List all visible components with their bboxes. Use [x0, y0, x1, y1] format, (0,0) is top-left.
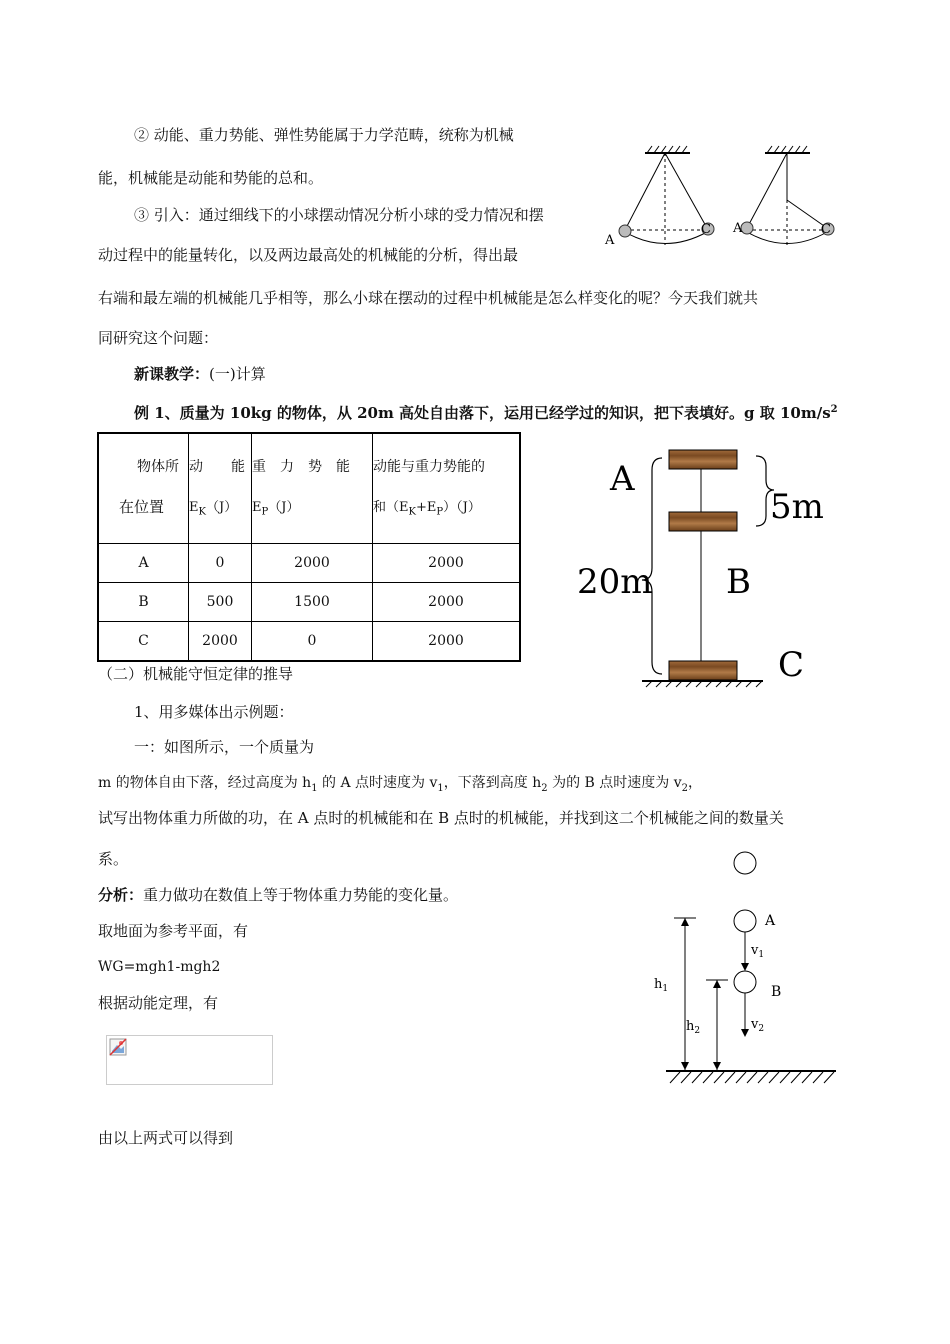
plank-c — [669, 661, 737, 680]
header-position — [98, 433, 189, 544]
header-potential-bot — [252, 496, 372, 518]
cell-pos: A — [98, 544, 189, 583]
conclusion: 由以上两式可以得到 — [98, 1129, 234, 1147]
left-arc — [625, 232, 707, 244]
q2-part: ， — [688, 775, 702, 791]
v2-sub: 2 — [758, 1024, 765, 1034]
header-potential-top: 重 力 势 能 — [252, 459, 350, 475]
q2-sub: 1 — [437, 782, 444, 794]
left-string-c — [665, 153, 707, 228]
new-lesson-label: 新课教学： — [134, 365, 210, 383]
ball-top — [734, 852, 756, 874]
q2-sub: 2 — [541, 782, 548, 794]
v1-letter: v — [751, 943, 759, 958]
right-ball-a — [741, 222, 753, 234]
cell-ek: 0 — [189, 544, 252, 583]
header-sum-sub2: P — [436, 506, 444, 518]
paragraph-mechanical-energy-2: 能，机械能是动能和势能的总和。 — [98, 169, 324, 187]
left-ceiling-hatch — [647, 146, 687, 153]
header-sum-mid: +E — [415, 500, 437, 515]
drop-label-b: B — [726, 562, 751, 602]
plank-a — [669, 450, 737, 469]
new-lesson-rest: (一)计算 — [209, 365, 266, 383]
paragraph-intro-1: ③ 引入：通过细线下的小球摆动情况分析小球的受力情况和摆 — [134, 206, 544, 224]
fall-label-h1 — [654, 977, 668, 994]
header-kinetic-unit: （J） — [205, 500, 238, 515]
header-potential-e: E — [252, 500, 262, 515]
q2-part: 为的 B 点时速度为 v — [547, 775, 682, 791]
drop-label-5m: 5m — [770, 487, 824, 527]
broken-image-icon — [109, 1038, 129, 1058]
reference-plane: 取地面为参考平面，有 — [98, 922, 249, 940]
pendulum-figure — [595, 140, 855, 260]
paragraph-intro-4: 同研究这个问题： — [98, 329, 219, 347]
header-position-top: 物体所 — [137, 459, 179, 475]
arrow-v2-head — [741, 1029, 749, 1037]
analysis-text: 重力做功在数值上等于物体重力势能的变化量。 — [143, 886, 459, 904]
header-sum — [373, 433, 521, 544]
right-ceiling-hatch — [767, 146, 807, 153]
drop-figure — [570, 440, 840, 695]
table-row — [98, 583, 520, 622]
ball-a — [734, 910, 756, 932]
item-1: 1、用多媒体出示例题： — [134, 703, 294, 721]
paragraph-intro-3: 右端和最左端的机械能几乎相等，那么小球在摆动的过程中机械能是怎么样变化的呢？今天我们就共 — [98, 289, 759, 307]
q2-sub: 2 — [681, 782, 688, 794]
h1-sub: 1 — [662, 984, 669, 994]
fall-label-b: B — [771, 984, 782, 1000]
cell-sum: 2000 — [373, 544, 521, 583]
cell-sum: 2000 — [373, 622, 521, 662]
kinetic-energy-theorem: 根据动能定理，有 — [98, 994, 219, 1012]
analysis — [98, 885, 458, 905]
left-ball-a — [619, 225, 631, 237]
plank-b — [669, 512, 737, 531]
question-3: 试写出物体重力所做的功，在 A 点时的机械能和在 B 点时的机械能，并找到这二个机械能之间的数量关 — [98, 809, 784, 827]
question-1: 一：如图所示，一个质量为 — [134, 738, 315, 756]
fall-ground-hatch — [670, 1072, 834, 1083]
paragraph-mechanical-energy-1: ② 动能、重力势能、弹性势能属于力学范畴，统称为机械 — [134, 126, 514, 144]
example-1-sup: 2 — [830, 404, 838, 415]
left-string-a — [625, 153, 665, 230]
header-sum-unit: ）（J） — [443, 500, 481, 515]
right-label-a: A — [733, 221, 743, 236]
h2-arrow-down — [713, 1062, 721, 1070]
h1-arrow-down — [681, 1062, 689, 1070]
cell-ep: 2000 — [252, 544, 373, 583]
example-1 — [134, 400, 838, 423]
fall-label-a: A — [765, 913, 776, 929]
header-kinetic — [189, 433, 252, 544]
table-row — [98, 622, 520, 662]
q2-part: 的 A 点时速度为 v — [317, 775, 438, 791]
fall-figure — [650, 845, 845, 1090]
q2-sub: 1 — [311, 782, 318, 794]
example-1-text: 例 1、质量为 10kg 的物体，从 20m 高处自由落下，运用已经学过的知识，把下表填好。g 取 10m/s — [134, 404, 831, 422]
right-label-c: C — [821, 222, 831, 237]
header-kinetic-top: 动 能 — [189, 459, 245, 475]
paragraph-intro-2: 动过程中的能量转化，以及两边最高处的机械能的分析，得出最 — [98, 246, 519, 264]
h2-sub: 2 — [694, 1026, 701, 1036]
work-equation: WG=mgh1-mgh2 — [98, 959, 221, 975]
header-potential-unit: （J） — [268, 500, 300, 515]
v1-sub: 1 — [758, 950, 765, 960]
h1-arrow-up — [681, 918, 689, 926]
q2-part: ，下落到高度 h — [443, 775, 542, 791]
analysis-label: 分析： — [98, 886, 144, 904]
cell-pos: C — [98, 622, 189, 662]
header-position-bot: 在位置 — [119, 498, 165, 516]
right-string-a — [747, 153, 787, 228]
fall-label-v2 — [750, 1017, 764, 1034]
header-kinetic-sub: K — [198, 506, 206, 518]
table-header-row — [98, 433, 520, 544]
ball-b — [734, 971, 756, 993]
energy-table — [97, 432, 521, 662]
drop-label-c: C — [778, 645, 805, 685]
new-lesson-heading — [134, 364, 266, 384]
header-sum-sub1: K — [408, 506, 416, 518]
cell-sum: 2000 — [373, 583, 521, 622]
header-potential-sub: P — [261, 506, 269, 518]
question-2 — [98, 773, 702, 799]
broken-image-placeholder — [106, 1035, 273, 1085]
fall-label-h2 — [686, 1019, 700, 1036]
table-row — [98, 544, 520, 583]
header-sum-e: 和（E — [373, 500, 409, 515]
left-label-a: A — [605, 233, 615, 248]
q2-part: m 的物体自由下落，经过高度为 h — [98, 775, 312, 791]
section-2-heading: （二）机械能守恒定律的推导 — [98, 665, 294, 683]
cell-ek: 2000 — [189, 622, 252, 662]
fall-label-v1 — [750, 943, 764, 960]
header-sum-bot — [373, 496, 519, 518]
h1-letter: h — [654, 977, 663, 992]
left-label-c: C — [701, 222, 711, 237]
cell-ep: 1500 — [252, 583, 373, 622]
h2-arrow-up — [713, 980, 721, 988]
v2-letter: v — [751, 1017, 759, 1032]
header-potential — [252, 433, 373, 544]
cell-ep: 0 — [252, 622, 373, 662]
header-sum-top: 动能与重力势能的 — [373, 459, 485, 475]
header-kinetic-e: E — [189, 500, 199, 515]
question-4: 系。 — [98, 850, 129, 868]
drop-label-20m: 20m — [577, 562, 653, 602]
drop-label-a: A — [610, 459, 635, 499]
arrow-v1-head — [741, 963, 749, 971]
cell-pos: B — [98, 583, 189, 622]
header-kinetic-bot — [189, 496, 251, 518]
h2-letter: h — [686, 1019, 695, 1034]
cell-ek: 500 — [189, 583, 252, 622]
